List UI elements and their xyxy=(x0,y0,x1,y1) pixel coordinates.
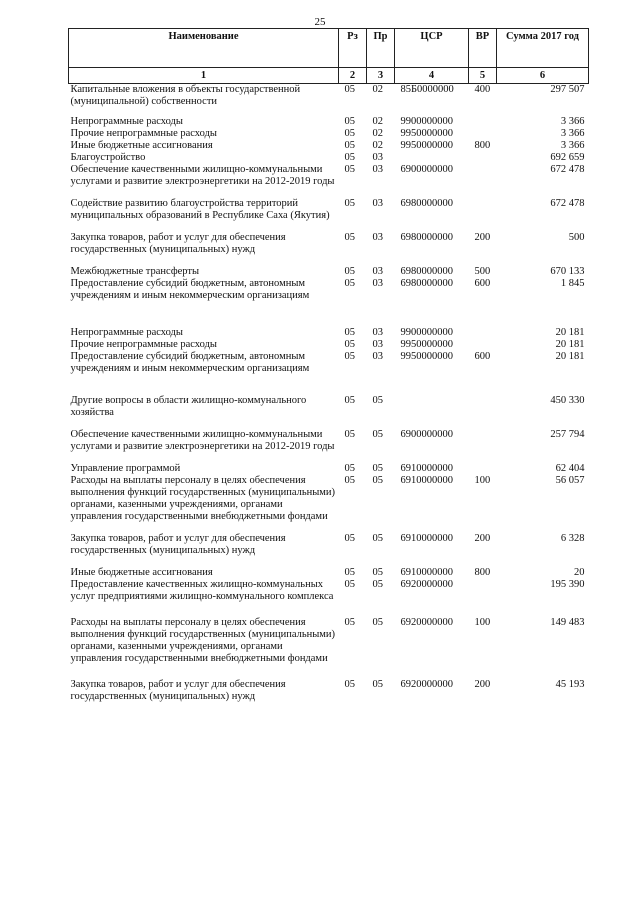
cell-name: Предоставление субсидий бюджетным, автономным учреждениям и иным некоммерческим организациям xyxy=(70,278,310,301)
cell-sum: 20 181 xyxy=(555,339,585,350)
table-row xyxy=(69,327,589,339)
cell-name: Закупка товаров, работ и услуг для обеспечения государственных (муниципальных) нужд xyxy=(70,679,286,702)
cell-csr: 6980000000 xyxy=(400,198,453,209)
cell-vr xyxy=(469,128,497,140)
cell-name: Предоставление субсидий бюджетным, автономным учреждениям и иным некоммерческим организациям xyxy=(70,351,310,374)
cell-rz: 05 xyxy=(344,339,355,350)
header-pr: Пр xyxy=(367,29,395,68)
column-number: 2 xyxy=(339,68,367,84)
budget-table xyxy=(68,28,589,703)
table-row xyxy=(69,533,589,567)
cell-csr: 9950000000 xyxy=(400,351,453,362)
cell-name: Расходы на выплаты персоналу в целях обеспечения выполнения функций государственных (муниципальными) органами, казенными учреждениями, органами управления государственными внебюджетными фондами xyxy=(70,617,336,664)
cell-rz: 05 xyxy=(344,278,355,289)
cell-name: Иные бюджетные ассигнования xyxy=(70,140,213,151)
cell-name: Капитальные вложения в объекты государственной (муниципальной) собственности xyxy=(70,84,301,107)
cell-sum: 20 xyxy=(574,567,585,578)
table-row xyxy=(69,475,589,533)
cell-sum: 3 366 xyxy=(560,128,585,139)
table-row xyxy=(69,395,589,429)
cell-sum: 500 xyxy=(568,232,585,243)
cell-rz: 05 xyxy=(344,84,355,95)
table-row xyxy=(69,152,589,164)
cell-csr: 6910000000 xyxy=(400,475,453,486)
cell-rz: 05 xyxy=(344,164,355,175)
cell-rz: 05 xyxy=(344,152,355,163)
cell-vr: 100 xyxy=(474,617,491,628)
cell-vr xyxy=(469,164,497,198)
table-row xyxy=(69,232,589,266)
table-row xyxy=(69,579,589,617)
cell-pr: 02 xyxy=(372,84,383,95)
cell-sum: 3 366 xyxy=(560,116,585,127)
cell-pr: 05 xyxy=(372,463,383,474)
header-csr: ЦСР xyxy=(395,29,469,68)
cell-vr: 200 xyxy=(474,679,491,690)
cell-sum: 6 328 xyxy=(560,533,585,544)
table-row xyxy=(69,617,589,679)
cell-pr: 05 xyxy=(372,579,383,590)
cell-name: Непрограммные расходы xyxy=(70,116,183,127)
cell-pr: 03 xyxy=(372,164,383,175)
cell-vr xyxy=(469,327,497,339)
cell-vr: 200 xyxy=(474,232,491,243)
cell-csr: 6910000000 xyxy=(400,533,453,544)
cell-rz: 05 xyxy=(344,579,355,590)
cell-pr: 05 xyxy=(372,475,383,486)
cell-pr: 05 xyxy=(372,429,383,440)
cell-vr xyxy=(469,429,497,463)
cell-vr: 600 xyxy=(474,351,491,362)
table-row xyxy=(69,567,589,579)
cell-name: Закупка товаров, работ и услуг для обеспечения государственных (муниципальных) нужд xyxy=(70,232,286,255)
cell-rz: 05 xyxy=(344,617,355,628)
cell-csr: 6920000000 xyxy=(400,579,453,590)
cell-sum: 45 193 xyxy=(555,679,585,690)
cell-sum: 20 181 xyxy=(555,351,585,362)
cell-csr: 85Б0000000 xyxy=(400,84,454,95)
cell-rz: 05 xyxy=(344,567,355,578)
cell-csr xyxy=(395,152,469,164)
cell-csr xyxy=(395,395,469,429)
cell-pr: 05 xyxy=(372,395,383,406)
header-sum: Сумма 2017 год xyxy=(497,29,589,68)
cell-vr xyxy=(469,463,497,475)
cell-rz: 05 xyxy=(344,351,355,362)
cell-sum: 1 845 xyxy=(560,278,585,289)
cell-rz: 05 xyxy=(344,533,355,544)
cell-sum: 692 659 xyxy=(550,152,585,163)
cell-rz: 05 xyxy=(344,128,355,139)
cell-name: Обеспечение качественными жилищно-коммунальными услугами и развитие электроэнергетики на 2012-2019 годы xyxy=(70,429,335,452)
header-name: Наименование xyxy=(69,29,339,68)
cell-rz: 05 xyxy=(344,198,355,209)
cell-pr: 03 xyxy=(372,339,383,350)
cell-pr: 05 xyxy=(372,679,383,690)
header-rz: Рз xyxy=(339,29,367,68)
cell-csr: 6900000000 xyxy=(400,429,453,440)
cell-sum: 670 133 xyxy=(550,266,585,277)
cell-pr: 03 xyxy=(372,198,383,209)
cell-csr: 6920000000 xyxy=(400,617,453,628)
table-row xyxy=(69,463,589,475)
cell-pr: 02 xyxy=(372,128,383,139)
table-row xyxy=(69,116,589,128)
column-number-row xyxy=(69,68,589,84)
cell-pr: 03 xyxy=(372,327,383,338)
table-row xyxy=(69,140,589,152)
column-number: 3 xyxy=(367,68,395,84)
cell-rz: 05 xyxy=(344,679,355,690)
cell-vr xyxy=(469,579,497,617)
table-body xyxy=(69,84,589,704)
cell-vr: 500 xyxy=(474,266,491,277)
cell-csr: 9900000000 xyxy=(400,116,453,127)
cell-sum: 195 390 xyxy=(550,579,585,590)
column-number: 5 xyxy=(469,68,497,84)
cell-pr: 03 xyxy=(372,232,383,243)
column-number: 6 xyxy=(497,68,589,84)
table-row xyxy=(69,679,589,703)
cell-csr: 9950000000 xyxy=(400,128,453,139)
cell-csr: 6980000000 xyxy=(400,266,453,277)
cell-sum: 672 478 xyxy=(550,164,585,175)
cell-csr: 9950000000 xyxy=(400,140,453,151)
cell-sum: 62 404 xyxy=(555,463,585,474)
cell-pr: 03 xyxy=(372,351,383,362)
cell-name: Прочие непрограммные расходы xyxy=(70,339,217,350)
cell-csr: 6900000000 xyxy=(400,164,453,175)
page-number: 25 xyxy=(314,16,326,28)
cell-name: Закупка товаров, работ и услуг для обеспечения государственных (муниципальных) нужд xyxy=(70,533,286,556)
cell-sum: 672 478 xyxy=(550,198,585,209)
cell-pr: 03 xyxy=(372,266,383,277)
cell-vr xyxy=(469,395,497,429)
table-row xyxy=(69,84,589,117)
table-row xyxy=(69,339,589,351)
cell-pr: 03 xyxy=(372,152,383,163)
cell-pr: 03 xyxy=(372,278,383,289)
table-row xyxy=(69,198,589,232)
cell-vr xyxy=(469,339,497,351)
cell-name: Другие вопросы в области жилищно-коммунального хозяйства xyxy=(70,395,307,418)
cell-rz: 05 xyxy=(344,463,355,474)
cell-pr: 05 xyxy=(372,533,383,544)
table-row xyxy=(69,128,589,140)
table-row xyxy=(69,429,589,463)
cell-rz: 05 xyxy=(344,327,355,338)
cell-name: Межбюджетные трансферты xyxy=(70,266,200,277)
cell-pr: 02 xyxy=(372,140,383,151)
cell-name: Расходы на выплаты персоналу в целях обеспечения выполнения функций государственных (муниципальными) органами, казенными учреждениями, органами управления государственными внебюджетными фондами xyxy=(70,475,336,522)
cell-csr: 6980000000 xyxy=(400,278,453,289)
cell-rz: 05 xyxy=(344,116,355,127)
cell-csr: 6980000000 xyxy=(400,232,453,243)
table-row xyxy=(69,164,589,198)
cell-pr: 02 xyxy=(372,116,383,127)
cell-rz: 05 xyxy=(344,140,355,151)
cell-rz: 05 xyxy=(344,232,355,243)
cell-rz: 05 xyxy=(344,266,355,277)
cell-name: Содействие развитию благоустройства территорий муниципальных образований в Республике Саха (Якутия) xyxy=(70,198,330,221)
cell-csr: 6910000000 xyxy=(400,463,453,474)
cell-sum: 297 507 xyxy=(550,84,585,95)
cell-sum: 56 057 xyxy=(555,475,585,486)
table-row xyxy=(69,278,589,327)
cell-pr: 05 xyxy=(372,617,383,628)
cell-rz: 05 xyxy=(344,429,355,440)
cell-vr: 400 xyxy=(474,84,491,95)
cell-rz: 05 xyxy=(344,475,355,486)
cell-vr: 100 xyxy=(474,475,491,486)
cell-name: Управление программой xyxy=(70,463,181,474)
cell-name: Обеспечение качественными жилищно-коммунальными услугами и развитие электроэнергетики на 2012-2019 годы xyxy=(70,164,335,187)
cell-csr: 9950000000 xyxy=(400,339,453,350)
cell-csr: 6920000000 xyxy=(400,679,453,690)
cell-csr: 6910000000 xyxy=(400,567,453,578)
cell-name: Благоустройство xyxy=(70,152,146,163)
cell-vr xyxy=(469,116,497,128)
cell-vr xyxy=(469,198,497,232)
column-number: 1 xyxy=(69,68,339,84)
table-row xyxy=(69,266,589,278)
cell-vr: 600 xyxy=(474,278,491,289)
cell-csr: 9900000000 xyxy=(400,327,453,338)
cell-pr: 05 xyxy=(372,567,383,578)
cell-vr: 800 xyxy=(474,567,491,578)
table-row xyxy=(69,351,589,395)
header-vr: ВР xyxy=(469,29,497,68)
cell-sum: 20 181 xyxy=(555,327,585,338)
cell-name: Прочие непрограммные расходы xyxy=(70,128,217,139)
column-number: 4 xyxy=(395,68,469,84)
cell-name: Предоставление качественных жилищно-коммунальных услуг предприятиями жилищно-коммунального комплекса xyxy=(70,579,334,602)
cell-rz: 05 xyxy=(344,395,355,406)
cell-name: Непрограммные расходы xyxy=(70,327,183,338)
cell-vr: 800 xyxy=(474,140,491,151)
cell-vr: 200 xyxy=(474,533,491,544)
cell-sum: 257 794 xyxy=(550,429,585,440)
header-row xyxy=(69,29,589,68)
cell-name: Иные бюджетные ассигнования xyxy=(70,567,213,578)
cell-sum: 450 330 xyxy=(550,395,585,406)
cell-vr xyxy=(469,152,497,164)
cell-sum: 3 366 xyxy=(560,140,585,151)
cell-sum: 149 483 xyxy=(550,617,585,628)
